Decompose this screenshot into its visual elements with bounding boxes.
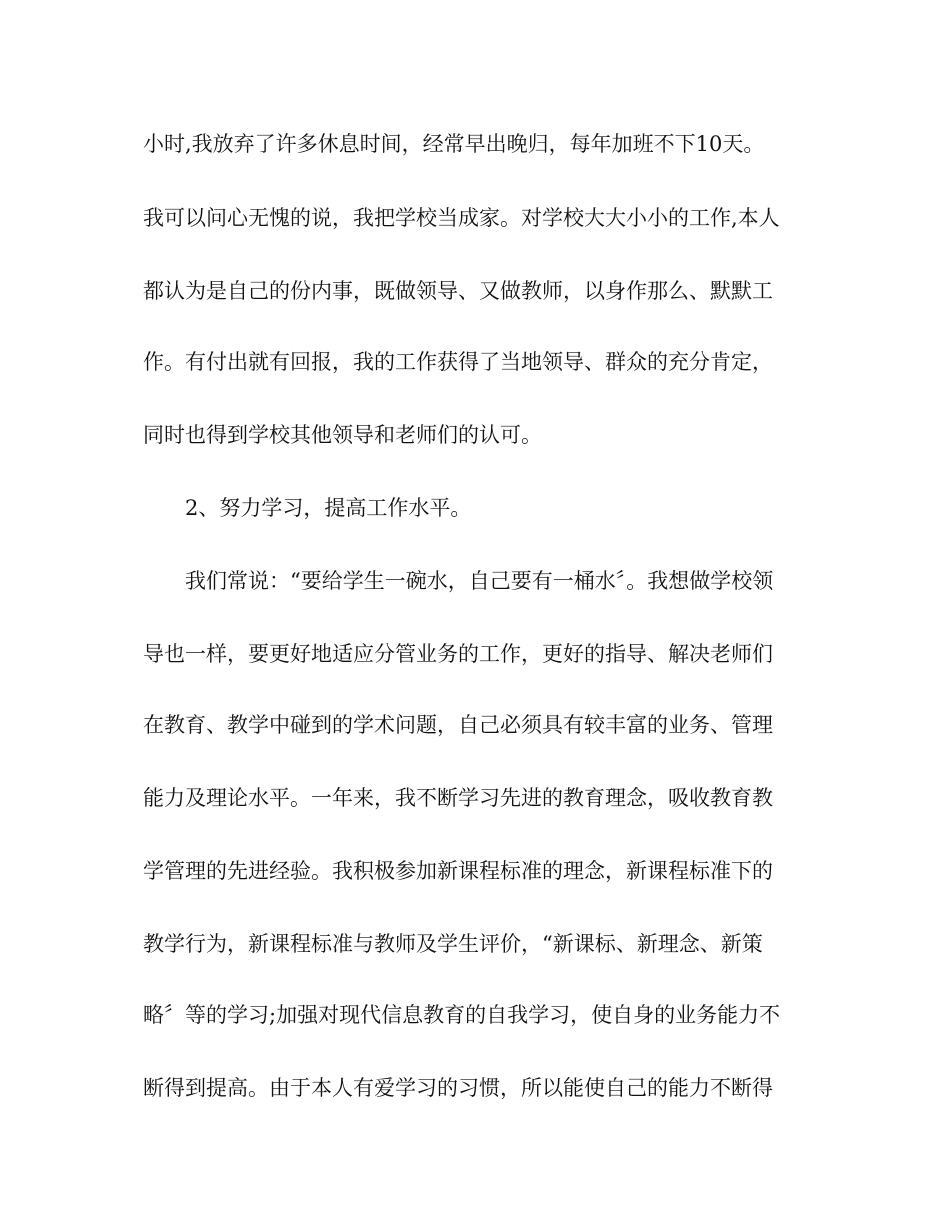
text-line: 导也一样，要更好地适应分管业务的工作，更好的指导、解决老师们: [143, 642, 773, 666]
text-line: 同时也得到学校其他领导和老师们的认可。: [143, 423, 542, 447]
text-line: 在教育、教学中碰到的学术问题，自己必须具有较丰富的业务、管理: [143, 713, 773, 737]
text-line: 断得到提高。由于本人有爱学习的习惯，所以能使自己的能力不断得: [143, 1076, 773, 1100]
text-line: 能力及理论水平。一年来，我不断学习先进的教育理念，吸收教育教: [143, 786, 773, 810]
text-line: 教学行为，新课程标准与教师及学生评价，“新课标、新理念、新策: [143, 932, 763, 956]
text-line: 学管理的先进经验。我积极参加新课程标准的理念，新课程标准下的: [143, 859, 773, 883]
section-heading: 2、努力学习，提高工作水平。: [185, 496, 472, 520]
text-line: 我可以问心无愧的说，我把学校当成家。对学校大大小小的工作,本人: [143, 206, 780, 230]
text-line: 都认为是自己的份内事，既做领导、又做教师，以身作那么、默默工: [143, 279, 773, 303]
text-line: 我们常说：“要给学生一碗水，自己要有一桶水〞。我想做学校领: [185, 569, 774, 593]
text-line: 略〞等的学习;加强对现代信息教育的自我学习，使自身的业务能力不: [143, 1003, 781, 1027]
text-line: 作。有付出就有回报，我的工作获得了当地领导、群众的充分肯定，: [143, 350, 773, 374]
text-line: 小时,我放弃了许多休息时间，经常早出晚归，每年加班不下10天。: [143, 132, 765, 156]
